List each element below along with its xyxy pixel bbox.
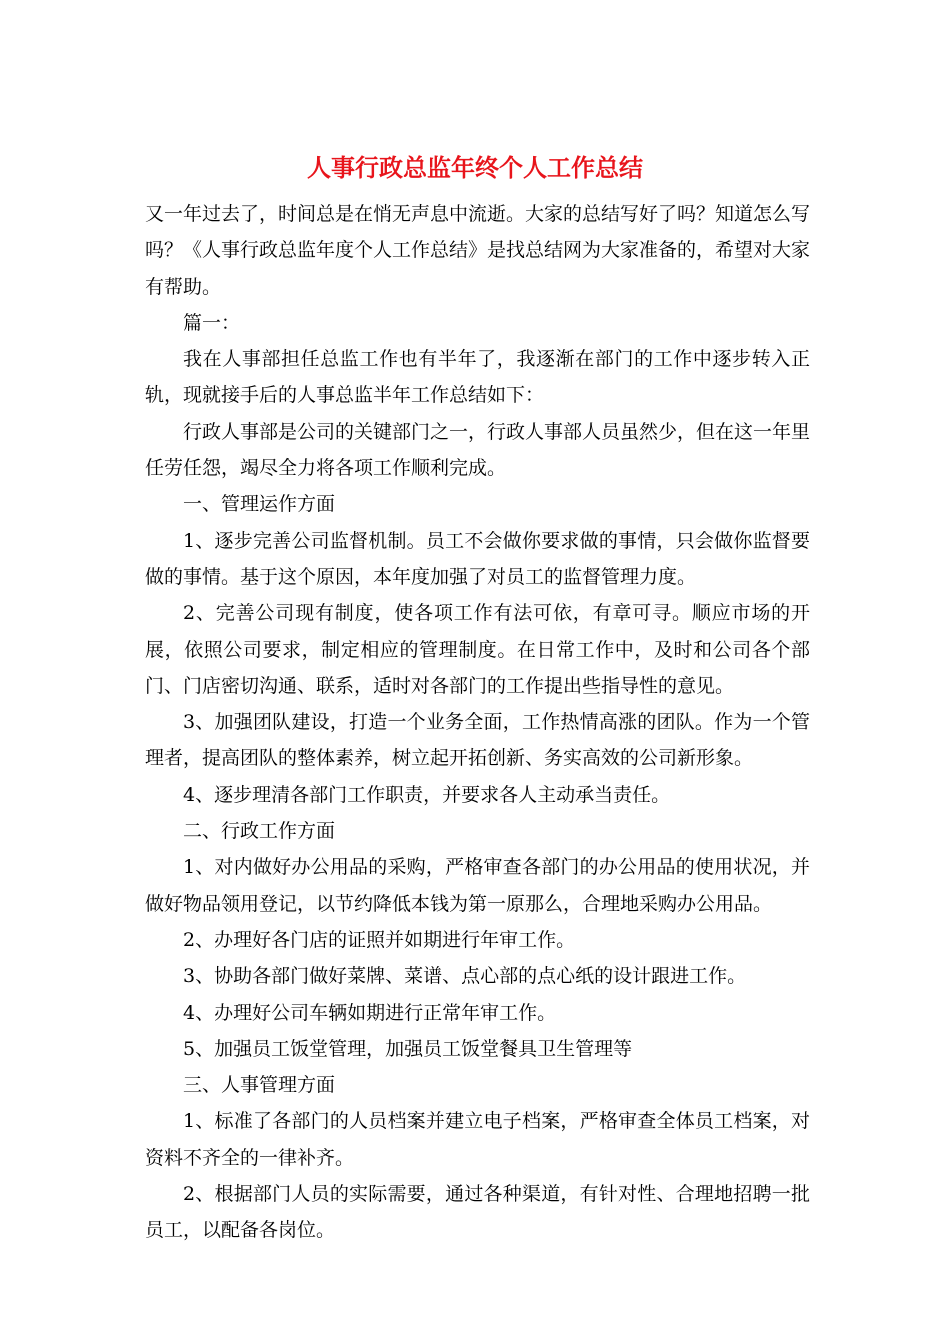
section-label-part-one: 篇一： <box>183 311 241 334</box>
section-heading-management: 一、管理运作方面 <box>183 493 336 516</box>
document-title: 人事行政总监年终个人工作总结 <box>307 153 643 182</box>
section-heading-personnel: 三、人事管理方面 <box>183 1074 336 1097</box>
list-item: 1、对内做好办公用品的采购，严格审查各部门的办公用品的使用状况，并做好物品领用登记，以节约降低本钱为第一原那么，合理地采购办公用品。 <box>145 856 810 915</box>
list-item: 5、加强员工饭堂管理，加强员工饭堂餐具卫生管理等 <box>183 1037 633 1060</box>
list-item: 4、办理好公司车辆如期进行正常年审工作。 <box>183 1001 557 1024</box>
list-item: 1、逐步完善公司监督机制。员工不会做你要求做的事情，只会做你监督要做的事情。基于这个原因，本年度加强了对员工的监督管理力度。 <box>145 529 810 588</box>
section-heading-administration: 二、行政工作方面 <box>183 820 336 843</box>
list-item: 2、办理好各门店的证照并如期进行年审工作。 <box>183 928 576 951</box>
document-body <box>145 196 810 1249</box>
list-item: 4、逐步理清各部门工作职责，并要求各人主动承当责任。 <box>183 783 671 806</box>
list-item: 3、加强团队建设，打造一个业务全面，工作热情高涨的团队。作为一个管理者，提高团队的整体素养，树立起开拓创新、务实高效的公司新形象。 <box>145 711 810 770</box>
list-item: 2、根据部门人员的实际需要，通过各种渠道，有针对性、合理地招聘一批员工，以配备各岗位。 <box>145 1183 810 1242</box>
intro-paragraph: 又一年过去了，时间总是在悄无声息中流逝。大家的总结写好了吗？知道怎么写吗？《人事行政总监年度个人工作总结》是找总结网为大家准备的，希望对大家有帮助。 <box>145 203 811 298</box>
list-item: 1、标准了各部门的人员档案并建立电子档案，严格审查全体员工档案，对资料不齐全的一律补齐。 <box>145 1110 810 1169</box>
body-paragraph: 行政人事部是公司的关键部门之一，行政人事部人员虽然少，但在这一年里任劳任怨，竭尽全力将各项工作顺利完成。 <box>145 420 811 480</box>
list-item: 2、完善公司现有制度，使各项工作有法可依，有章可寻。顺应市场的开展，依照公司要求，制定相应的管理制度。在日常工作中，及时和公司各个部门、门店密切沟通、联系，适时对各部门的工作提出些指导性的意见。 <box>145 602 810 697</box>
list-item: 3、协助各部门做好菜牌、菜谱、点心部的点心纸的设计跟进工作。 <box>183 965 747 988</box>
body-paragraph: 我在人事部担任总监工作也有半年了，我逐渐在部门的工作中逐步转入正轨，现就接手后的人事总监半年工作总结如下： <box>145 348 810 407</box>
